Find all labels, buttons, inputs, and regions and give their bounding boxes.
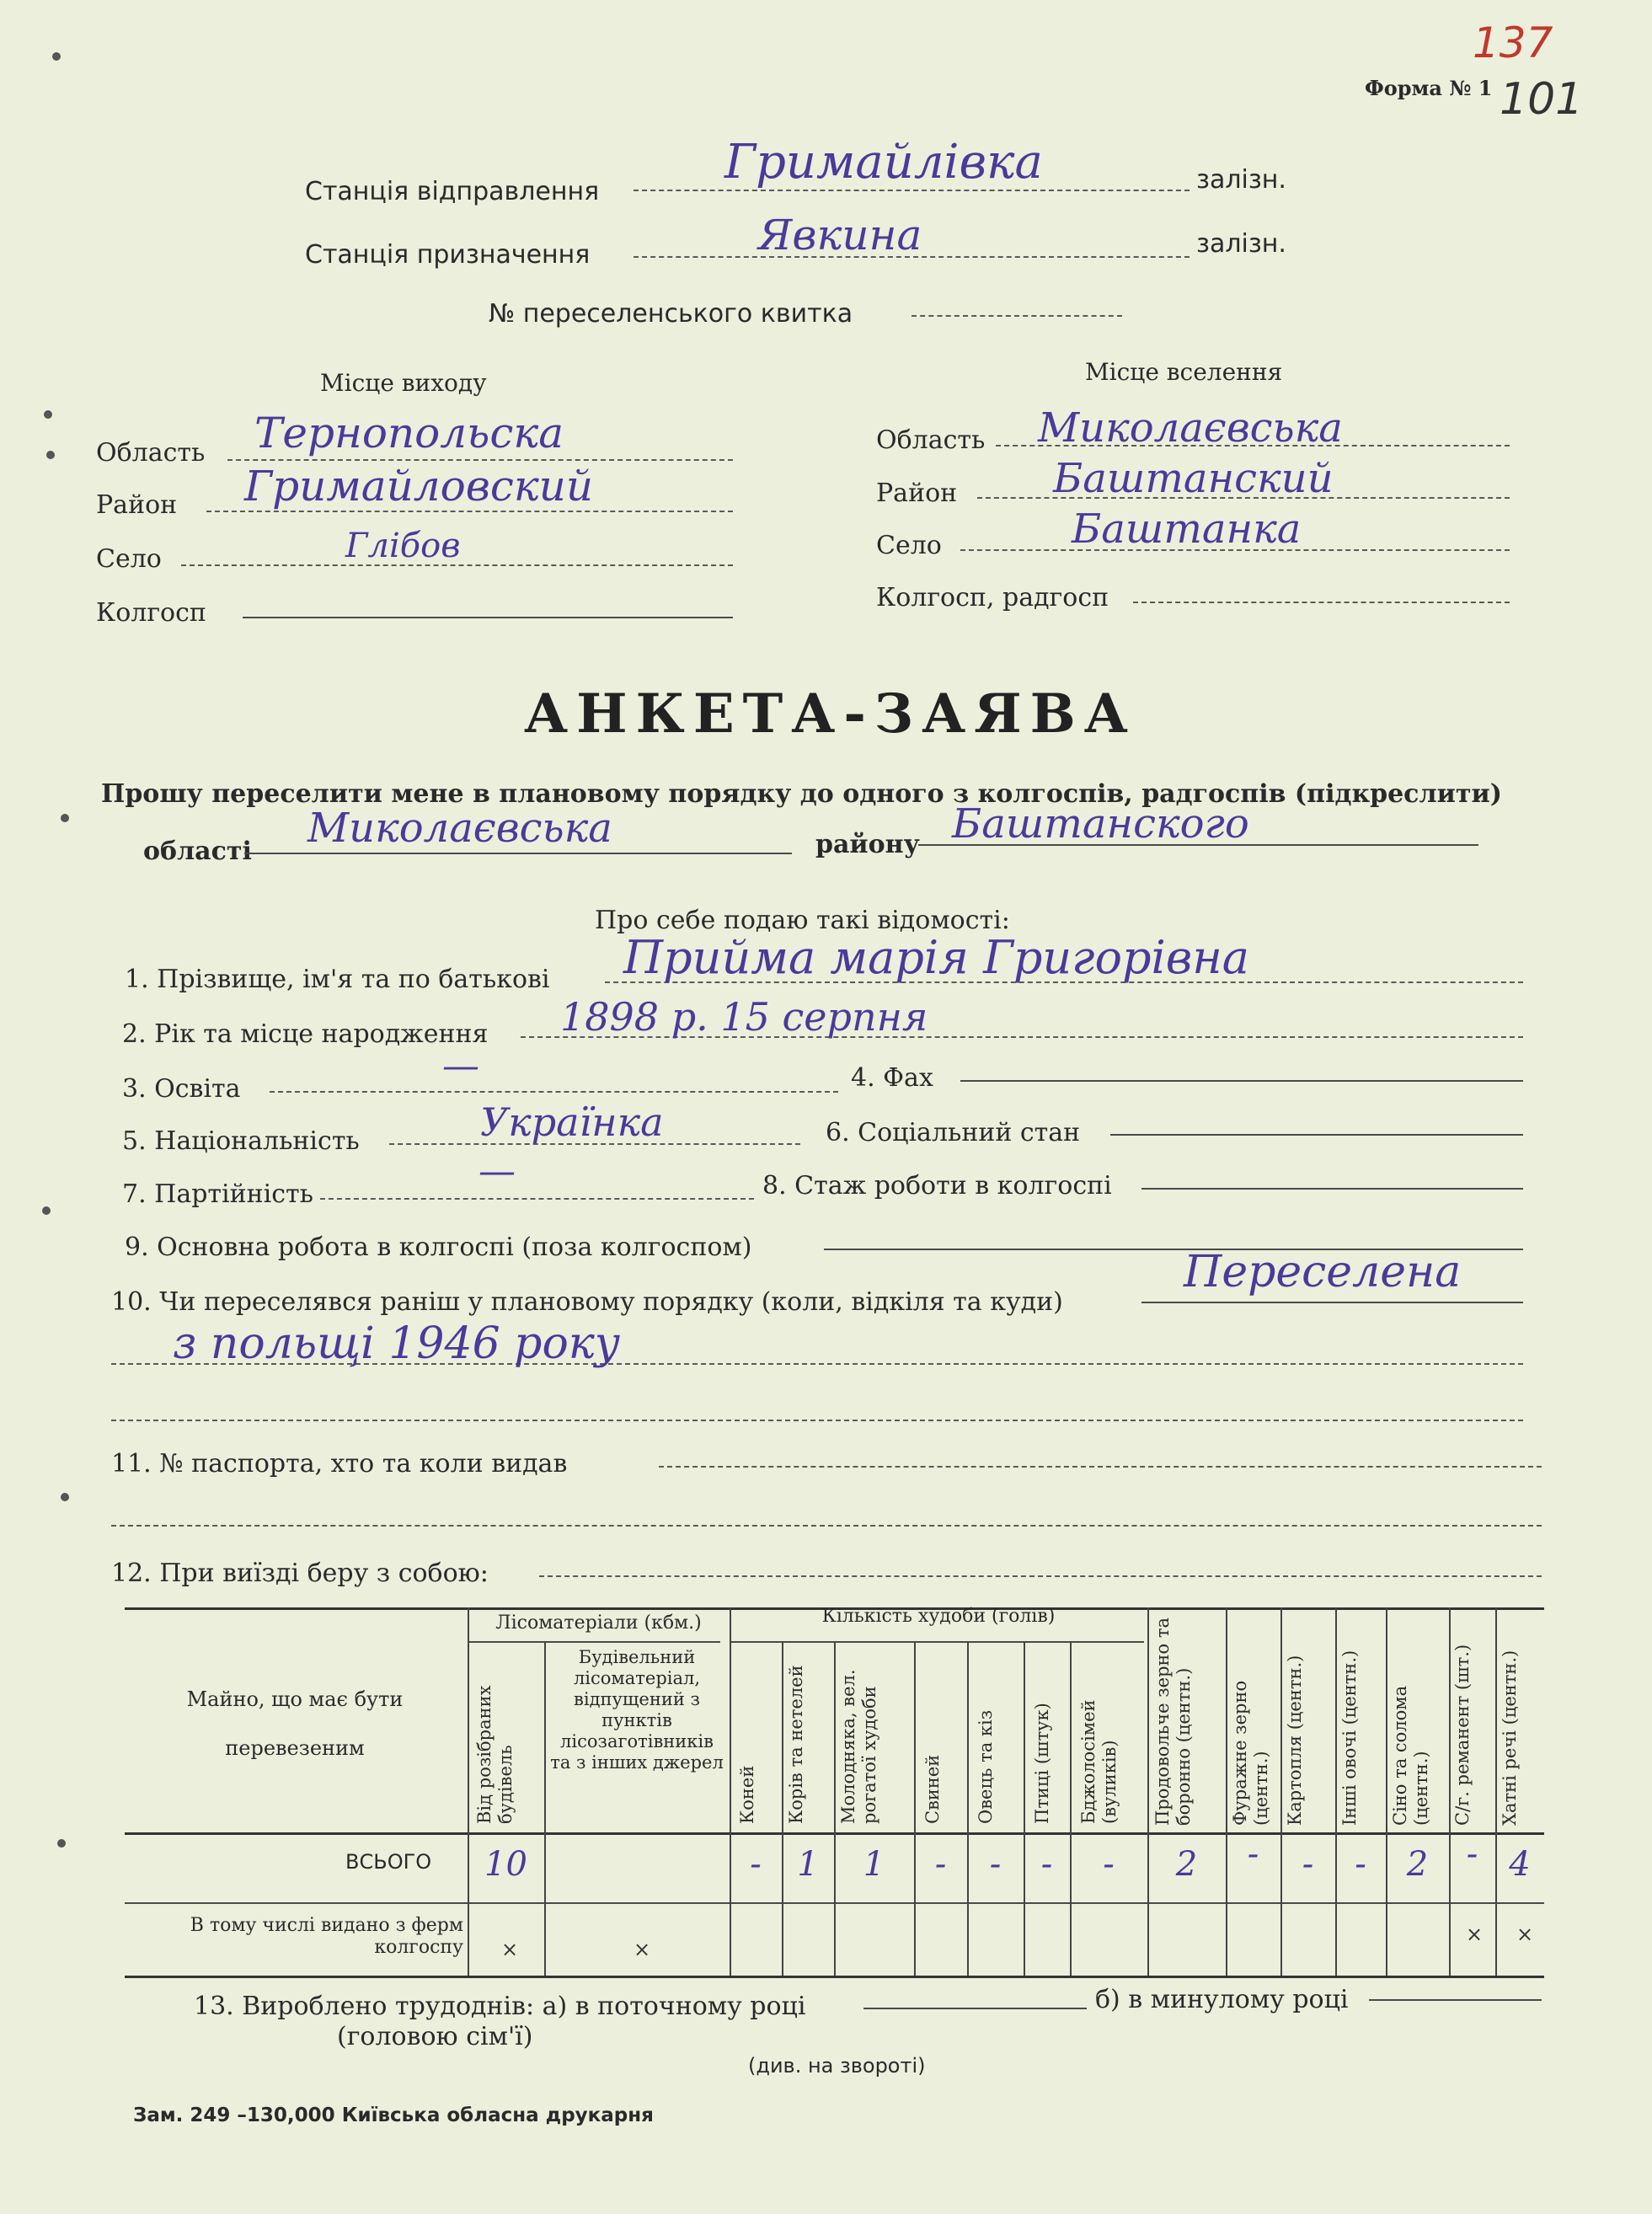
col-divider [468, 1607, 469, 1976]
col-header-equipment: С/г. реманент (шт.) [1452, 1644, 1473, 1826]
group-header-livestock: Кількість худоби (голів) [821, 1606, 1056, 1627]
col-header-household: Хатні речі (центн.) [1500, 1650, 1520, 1826]
col-header-horses: Коней [737, 1765, 757, 1824]
dest-oblast-label: Область [876, 425, 986, 455]
origin-title: Місце виходу [320, 369, 487, 397]
col-divider [1070, 1641, 1072, 1976]
dest-rayon-value: Баштанский [1053, 455, 1334, 502]
binder-hole [44, 410, 52, 419]
table-bottom-border [125, 1976, 1544, 1978]
field-8-line [1141, 1188, 1523, 1190]
total-feed-grain: - [1247, 1835, 1259, 1874]
col-divider [1226, 1607, 1227, 1976]
field-7-line [320, 1198, 754, 1200]
row-label-total: ВСЬОГО [345, 1850, 432, 1874]
binder-hole [46, 451, 55, 459]
row-label-issued: В тому числі видано з ферм колгоспу [190, 1915, 463, 1958]
dest-kolhosp-label: Колгосп, радгосп [876, 583, 1109, 612]
issued-household: × [1516, 1923, 1534, 1946]
col-divider [730, 1607, 731, 1976]
col-divider [834, 1641, 836, 1976]
field-10-value-a: Переселена [1184, 1247, 1462, 1297]
rail-suffix-departure: залізн. [1196, 165, 1286, 195]
col-header-building-lumber: Будівельний лісоматеріал, відпущений з пунктів лісозаготівників та з інших джерел [550, 1647, 724, 1773]
field-3-line [270, 1091, 838, 1093]
total-horses: - [750, 1845, 762, 1884]
request-rayon-label: району [815, 830, 920, 859]
destination-title: Місце вселення [1085, 358, 1283, 386]
col-header-young-cattle: Молодняка, вел. рогатої худоби [838, 1669, 879, 1824]
origin-selo-label: Село [96, 544, 162, 574]
station-destination-label: Станція призначення [305, 240, 591, 270]
origin-selo-value: Глібов [345, 527, 461, 565]
rail-suffix-destination: залізн. [1196, 229, 1286, 259]
col-header-cows: Корів та нетелей [786, 1665, 806, 1824]
origin-rayon-value: Гримайловский [244, 462, 594, 511]
field-13-line-prev [1369, 1999, 1542, 2001]
col-divider [914, 1641, 916, 1976]
station-departure-label: Станція відправлення [305, 177, 600, 206]
station-departure-line [634, 190, 1190, 191]
total-sheep: - [989, 1845, 1002, 1884]
col-header-food-grain: Продовольче зерно та боронно (центн.) [1152, 1618, 1194, 1826]
request-oblast-label: області [143, 837, 252, 866]
total-hay: 2 [1406, 1845, 1429, 1884]
field-9-label: 9. Основна робота в колгоспі (поза колгоспом) [125, 1233, 752, 1262]
field-6-label: 6. Соціальний стан [826, 1118, 1081, 1147]
request-oblast-value: Миколаєвська [307, 805, 612, 852]
col-header-pigs: Свиней [922, 1754, 943, 1824]
origin-oblast-line [227, 459, 733, 461]
ticket-label: № переселенського квитка [489, 299, 853, 329]
binder-hole [61, 814, 69, 822]
field-11-label: 11. № паспорта, хто та коли видав [111, 1449, 568, 1479]
livestock-group-divider [731, 1641, 1144, 1643]
binder-hole [42, 1206, 51, 1215]
issued-equipment: × [1466, 1923, 1484, 1946]
binder-hole [52, 52, 61, 61]
field-10-line [1141, 1302, 1523, 1303]
field-3-label: 3. Освіта [122, 1074, 241, 1104]
col-divider [1024, 1641, 1025, 1976]
total-food-grain: 2 [1175, 1845, 1198, 1884]
dest-selo-value: Баштанка [1072, 505, 1302, 553]
dest-oblast-value: Миколаєвська [1038, 404, 1343, 452]
origin-rayon-label: Район [96, 490, 178, 520]
field-13-label: 13. Вироблено трудоднів: а) в поточному році [194, 1992, 806, 2021]
col-divider [544, 1641, 546, 1976]
issued-dismantled: × [501, 1938, 519, 1961]
dest-kolhosp-line [1133, 602, 1510, 603]
field-5-value: Українка [480, 1099, 664, 1145]
field-11-line [659, 1466, 1542, 1468]
col-header-dismantled: Від розібраних будівель [474, 1685, 516, 1824]
field-10-value-b: з польщі 1946 року [173, 1318, 620, 1369]
field-5-label: 5. Національність [122, 1126, 360, 1156]
field-12-label: 12. При виїзді беру з собою: [111, 1559, 489, 1588]
total-cows: 1 [797, 1845, 819, 1884]
form-title: АНКЕТА-ЗАЯВА [524, 682, 1136, 746]
col-divider [1147, 1607, 1149, 1976]
col-divider [782, 1641, 783, 1976]
field-7-value: — [478, 1150, 516, 1193]
request-rayon-value: Баштанского [952, 800, 1249, 848]
dest-selo-label: Село [876, 531, 942, 560]
origin-oblast-label: Область [96, 438, 206, 468]
origin-kolhosp-label: Колгосп [96, 598, 206, 628]
origin-kolhosp-line [243, 617, 733, 618]
field-4-line [960, 1080, 1523, 1082]
col-header-bees: Бджолосімей (вуликів) [1078, 1699, 1120, 1824]
field-1-value: Прийма марія Григорівна [623, 931, 1250, 984]
station-destination-value: Явкина [758, 211, 922, 259]
request-line: Прошу переселити мене в плановому порядку до одного з колгоспів, радгоспів (підкреслити) [101, 779, 1502, 809]
col-divider [967, 1641, 969, 1976]
field-13-line-current [863, 2008, 1087, 2009]
group-header-lumber: Лісоматеріали (кбм.) [495, 1612, 702, 1634]
field-6-line [1110, 1134, 1523, 1136]
col-header-potatoes: Картопля (центн.) [1285, 1655, 1305, 1826]
total-bees: - [1103, 1845, 1115, 1884]
field-2-label: 2. Рік та місце народження [122, 1019, 489, 1049]
binder-hole [57, 1839, 66, 1848]
field-1-label: 1. Прізвище, ім'я та по батькові [125, 965, 550, 994]
col-header-feed-grain: Фуражне зерно (центн.) [1230, 1680, 1271, 1826]
archive-number-top: 137 [1473, 19, 1553, 67]
archive-number-bottom: 101 [1500, 74, 1584, 125]
field-11-line-2 [111, 1525, 1542, 1527]
field-10-line-3 [111, 1420, 1523, 1421]
total-other-veg: - [1355, 1845, 1366, 1884]
field-7-label: 7. Партійність [122, 1179, 313, 1209]
total-potatoes: - [1302, 1845, 1314, 1884]
lumber-group-divider [468, 1641, 720, 1643]
field-13-sub: (головою сім'ї) [337, 2022, 533, 2051]
col-header-property: Майно, що має бути перевезеним [186, 1687, 404, 1760]
see-back-note: (див. на звороті) [748, 2054, 926, 2078]
issued-building-lumber: × [634, 1938, 651, 1961]
total-pigs: - [934, 1845, 947, 1884]
col-header-other-veg: Інші овочі (центн.) [1339, 1650, 1360, 1826]
ticket-line [912, 315, 1122, 317]
col-divider [1449, 1607, 1451, 1976]
col-divider [1280, 1607, 1282, 1976]
total-young-cattle: 1 [863, 1845, 885, 1884]
dest-rayon-label: Район [876, 479, 958, 508]
field-8-label: 8. Стаж роботи в колгоспі [762, 1171, 1112, 1201]
request-oblast-line [244, 853, 792, 854]
about-label: Про себе подаю такі відомості: [595, 906, 1010, 935]
station-departure-value: Гримайлівка [724, 135, 1043, 190]
total-household: 4 [1509, 1845, 1531, 1884]
col-divider [1495, 1607, 1497, 1976]
total-equipment: - [1466, 1835, 1478, 1874]
field-2-value: 1898 р. 15 серпня [560, 994, 928, 1040]
field-3-value: — [442, 1045, 479, 1088]
origin-rayon-line [206, 511, 733, 512]
origin-oblast-value: Тернопольска [254, 409, 564, 457]
col-header-poultry: Птиці (штук) [1032, 1703, 1052, 1824]
binder-hole [61, 1493, 69, 1501]
total-poultry: - [1040, 1845, 1053, 1884]
printer-note: Зам. 249 –130,000 Київська обласна друкарня [133, 2104, 654, 2126]
col-header-sheep: Овець та кіз [976, 1709, 996, 1824]
col-divider [1386, 1607, 1387, 1976]
col-header-hay: Сіно та солома (центн.) [1390, 1685, 1431, 1826]
total-dismantled: 10 [484, 1845, 527, 1884]
col-divider [1335, 1607, 1337, 1976]
field-12-line [539, 1575, 1542, 1577]
field-13-prev-label: б) в минулому році [1095, 1985, 1349, 2014]
field-4-label: 4. Фах [851, 1063, 933, 1093]
form-number: Форма № 1 [1365, 76, 1493, 100]
field-10-label: 10. Чи переселявся раніш у плановому порядку (коли, відкіля та куди) [111, 1287, 1063, 1317]
